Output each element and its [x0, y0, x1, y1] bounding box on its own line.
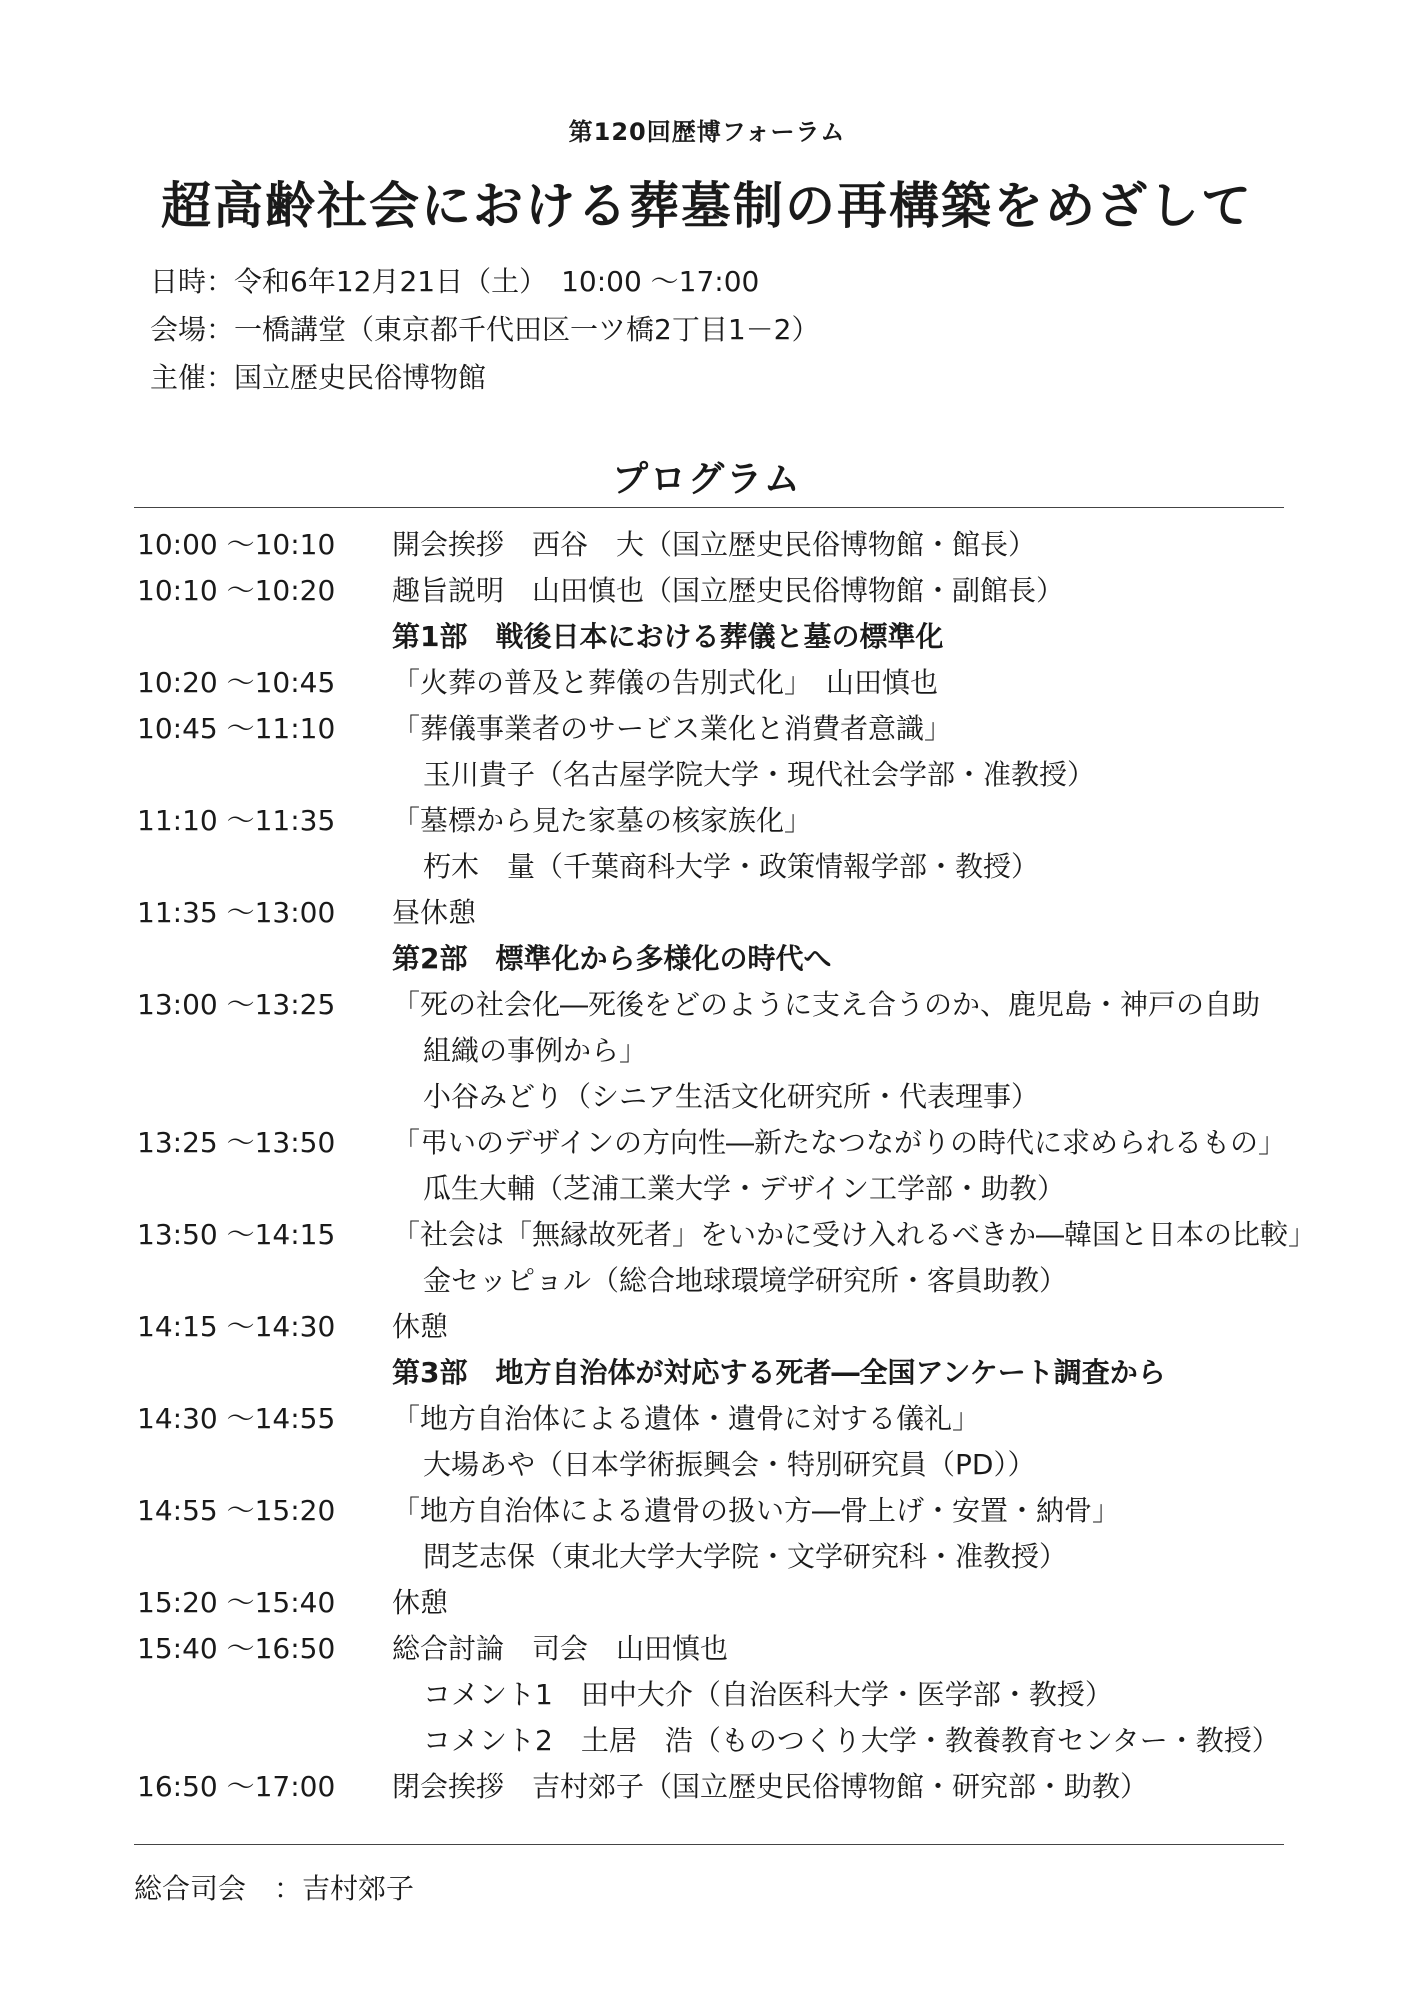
time-slot: 15:40 〜16:50: [137, 1632, 336, 1665]
session-title: 趣旨説明 山田慎也（国立歴史民俗博物館・副館長）: [392, 574, 1065, 607]
time-slot: 10:45 〜11:10: [137, 712, 336, 745]
part-title: 第1部 戦後日本における葬儀と墓の標準化: [392, 620, 944, 653]
program-detail-line: [137, 1672, 1287, 1718]
session-title: 「地方自治体による遺体・遺骨に対する儀礼」: [392, 1402, 981, 1435]
session-title: 「死の社会化―死後をどのように支え合うのか、鹿児島・神戸の自助: [392, 988, 1261, 1021]
session-title: 総合討論 司会 山田慎也: [392, 1632, 729, 1665]
time-slot: 13:50 〜14:15: [137, 1218, 336, 1251]
part-title: 第3部 地方自治体が対応する死者―全国アンケート調査から: [392, 1356, 1166, 1389]
program-row: [137, 1304, 1287, 1350]
program-detail-line: [137, 752, 1287, 798]
speaker-detail: 大場あや（日本学術振興会・特別研究員（PD））: [423, 1448, 1036, 1481]
session-title: 休憩: [392, 1310, 449, 1343]
program-row: [137, 1626, 1287, 1672]
part-title: 第2部 標準化から多様化の時代へ: [392, 942, 832, 975]
speaker-detail: 瓜生大輔（芝浦工業大学・デザイン工学部・助教）: [423, 1172, 1066, 1205]
program-part-heading: [137, 936, 1287, 982]
program-detail-line: [137, 1074, 1287, 1120]
program-row: [137, 660, 1287, 706]
program-row: [137, 522, 1287, 568]
program-row: [137, 1488, 1287, 1534]
program-detail-line: [137, 1258, 1287, 1304]
time-slot: 10:10 〜10:20: [137, 574, 336, 607]
speaker-detail: コメント2 土居 浩（ものつくり大学・教養教育センター・教授）: [423, 1724, 1280, 1757]
time-slot: 14:55 〜15:20: [137, 1494, 336, 1527]
session-title: 開会挨拶 西谷 大（国立歴史民俗博物館・館長）: [392, 528, 1037, 561]
speaker-detail: 玉川貴子（名古屋学院大学・現代社会学部・准教授）: [423, 758, 1096, 791]
speaker-detail: 小谷みどり（シニア生活文化研究所・代表理事）: [423, 1080, 1040, 1113]
program-row: [137, 982, 1287, 1028]
session-title: 「社会は「無縁故死者」をいかに受け入れるべきか―韓国と日本の比較」: [392, 1218, 1317, 1251]
program-detail-line: [137, 844, 1287, 890]
program-row: [137, 1212, 1317, 1258]
general-mc: 総合司会 ：吉村郊子: [134, 1872, 415, 1905]
time-slot: 13:00 〜13:25: [137, 988, 336, 1021]
session-title: 昼休憩: [392, 896, 477, 929]
event-host: 主催：国立歴史民俗博物館: [150, 361, 487, 394]
program-part-heading: [137, 1350, 1287, 1396]
time-slot: 10:20 〜10:45: [137, 666, 336, 699]
event-venue: 会場：一橋講堂（東京都千代田区一ツ橋2丁目1－2）: [150, 313, 820, 346]
forum-title: 超高齢社会における葬墓制の再構築をめざして: [161, 176, 1253, 235]
session-title: 「葬儀事業者のサービス業化と消費者意識」: [392, 712, 953, 745]
program-row: [137, 1396, 1287, 1442]
program-row: [137, 890, 1287, 936]
program-detail-line: [137, 1028, 1287, 1074]
program-row: [137, 798, 1287, 844]
speaker-detail: コメント1 田中大介（自治医科大学・医学部・教授）: [423, 1678, 1113, 1711]
program-row: [137, 1764, 1287, 1810]
speaker-detail: 問芝志保（東北大学大学院・文学研究科・准教授）: [423, 1540, 1068, 1573]
program-row: [137, 1120, 1287, 1166]
time-slot: 10:00 〜10:10: [137, 528, 336, 561]
program-row: [137, 568, 1287, 614]
time-slot: 16:50 〜17:00: [137, 1770, 336, 1803]
time-slot: 11:10 〜11:35: [137, 804, 336, 837]
forum-series-label: 第120回歴博フォーラム: [568, 118, 846, 146]
program-detail-line: [137, 1534, 1287, 1580]
program-detail-line: [137, 1166, 1287, 1212]
speaker-detail: 組織の事例から」: [423, 1034, 648, 1067]
time-slot: 13:25 〜13:50: [137, 1126, 336, 1159]
session-title: 閉会挨拶 吉村郊子（国立歴史民俗博物館・研究部・助教）: [392, 1770, 1149, 1803]
session-title: 「火葬の普及と葬儀の告別式化」 山田慎也: [392, 666, 939, 699]
session-title: 「地方自治体による遺骨の扱い方―骨上げ・安置・納骨」: [392, 1494, 1121, 1527]
event-datetime: 日時：令和6年12月21日（土） 10:00 〜17:00: [150, 265, 760, 298]
program-detail-line: [137, 1442, 1287, 1488]
program-heading: プログラム: [612, 459, 802, 500]
time-slot: 15:20 〜15:40: [137, 1586, 336, 1619]
program-row: [137, 1580, 1287, 1626]
session-title: 「墓標から見た家墓の核家族化」: [392, 804, 813, 837]
speaker-detail: 金セッピョル（総合地球環境学研究所・客員助教）: [423, 1264, 1068, 1297]
speaker-detail: 朽木 量（千葉商科大学・政策情報学部・教授）: [423, 850, 1040, 883]
session-title: 休憩: [392, 1586, 449, 1619]
bottom-divider: [134, 1844, 1284, 1845]
session-title: 「弔いのデザインの方向性―新たなつながりの時代に求められるもの」: [392, 1126, 1287, 1159]
time-slot: 14:15 〜14:30: [137, 1310, 336, 1343]
program-schedule: [137, 522, 1317, 1810]
program-detail-line: [137, 1718, 1287, 1764]
program-row: [137, 706, 1287, 752]
time-slot: 11:35 〜13:00: [137, 896, 336, 929]
top-divider: [134, 507, 1284, 508]
time-slot: 14:30 〜14:55: [137, 1402, 336, 1435]
event-info: [150, 258, 819, 402]
program-part-heading: [137, 614, 1287, 660]
